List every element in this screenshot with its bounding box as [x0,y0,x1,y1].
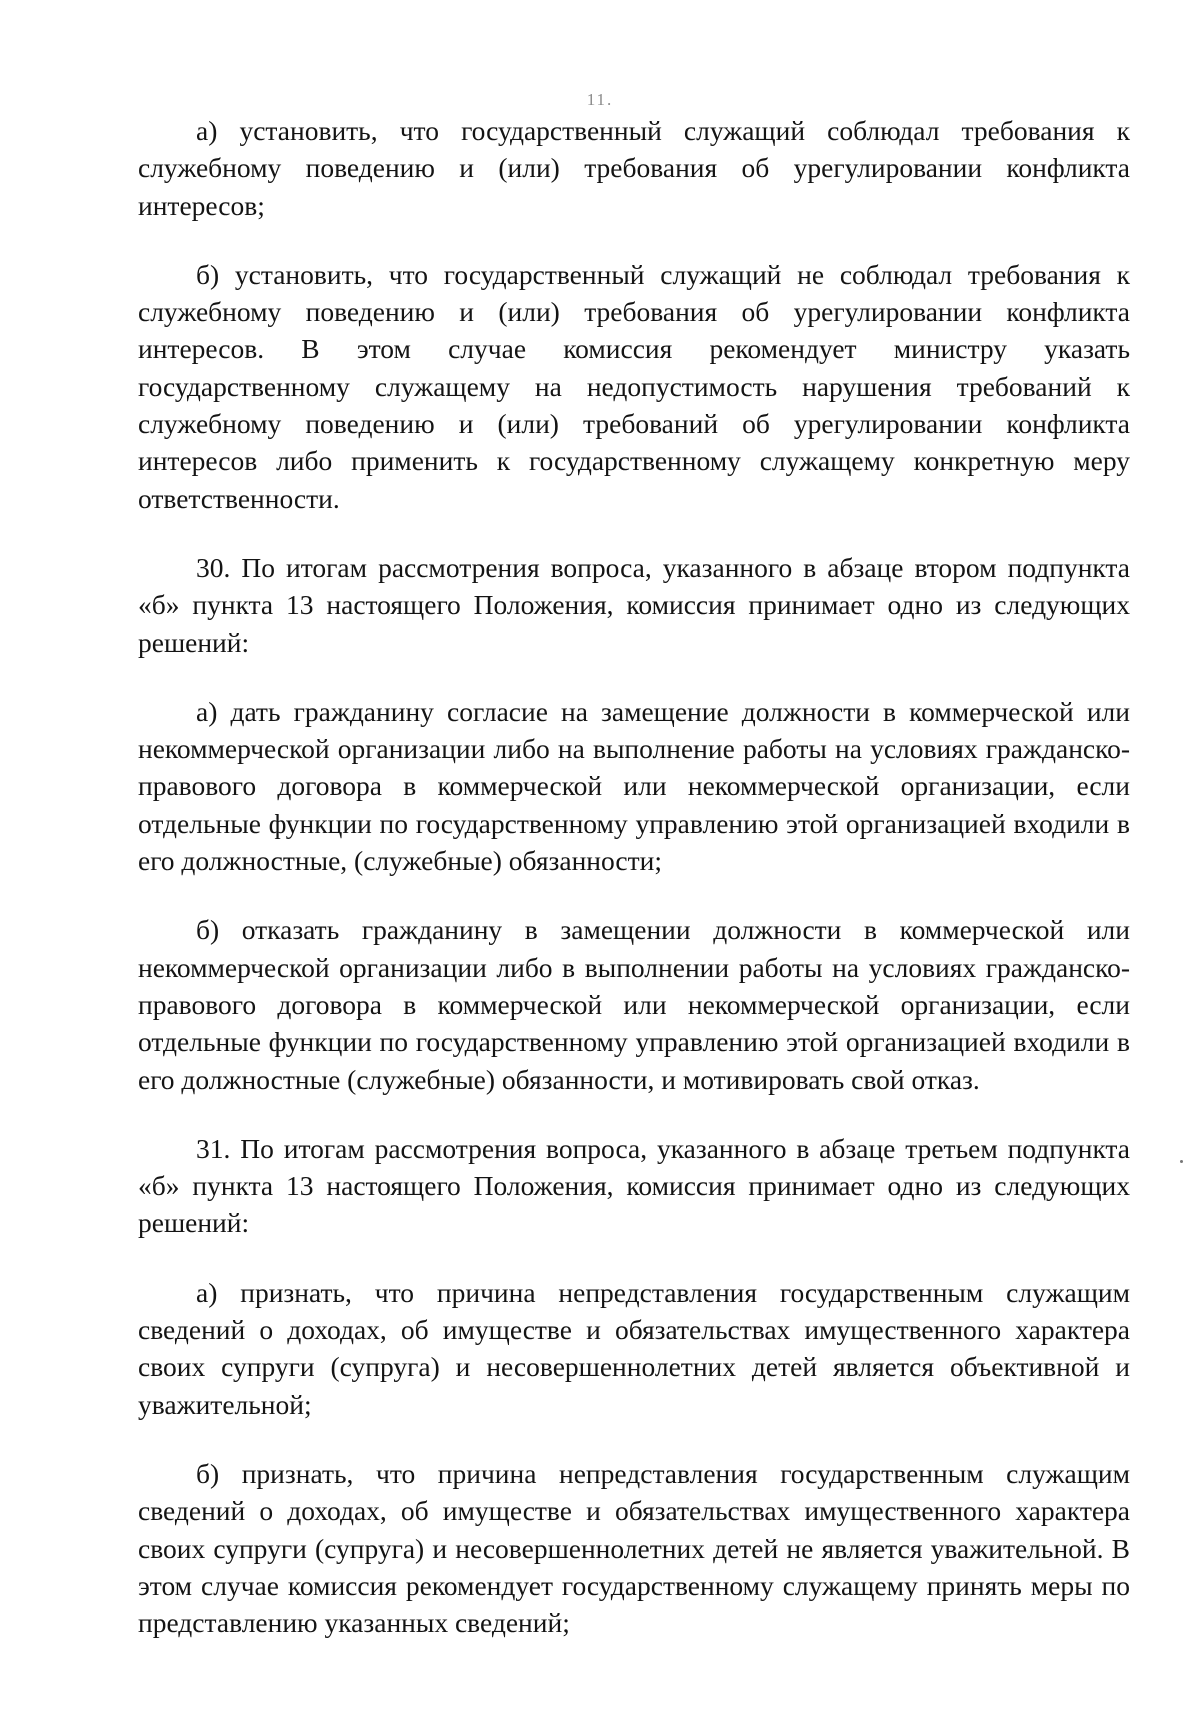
paragraph-30b: б) отказать гражданину в замещении должности в коммерческой или некоммерческой организации либо в выполнении работы на условиях гражданско-правового договора в коммерческой или некоммерческой организации, если отдельные функции по государственному управлению этой организацией входили в его должностные (служебные) обязанности, и мотивировать свой отказ. [138,914,1130,1095]
page-number: 11. [586,90,614,109]
paragraph-31b: б) признать, что причина непредставления государственным служащим сведений о доходах, об имуществе и обязательствах имущественного характера своих супруги (супруга) и несовершеннолетних детей не является уважительной. В этом случае комиссия рекомендует государственному служащему принять меры по представлению указанных сведений; [138,1457,1130,1639]
paragraph-30a: а) дать гражданину согласие на замещение должности в коммерческой или некоммерческой организации либо на выполнение работы на условиях гражданско-правового договора в коммерческой или некоммерческой организации, если отдельные функции по государственному управлению этой организацией входили в его должностные, (служебные) обязанности; [138,695,1130,877]
paragraph-30: 30. По итогам рассмотрения вопроса, указанного в абзаце втором подпункта «б» пункта 13 настоящего Положения, комиссия принимает одно из следующих решений: [138,551,1130,658]
paragraph-31: 31. По итогам рассмотрения вопроса, указанного в абзаце третьем подпункта «б» пункта 13 настоящего Положения, комиссия принимает одно из следующих решений: [138,1132,1130,1239]
paragraph-29b: б) установить, что государственный служащий не соблюдал требования к служебному поведению и (или) требования об урегулировании конфликта интересов. В этом случае комиссия рекомендует министру указать государственному служащему на недопустимость нарушения требований к служебному поведению и (или) требований об урегулировании конфликта интересов либо применить к государственному служащему конкретную меру ответственности. [138,258,1130,514]
document-body [138,112,1130,1641]
scan-speck [1180,1160,1183,1163]
paragraph-31a: а) признать, что причина непредставления государственным служащим сведений о доходах, об имуществе и обязательствах имущественного характера своих супруги (супруга) и несовершеннолетних детей является объективной и уважительной; [138,1276,1130,1420]
paragraph-29a: а) установить, что государственный служащий соблюдал требования к служебному поведению и (или) требования об урегулировании конфликта интересов; [138,115,1130,221]
